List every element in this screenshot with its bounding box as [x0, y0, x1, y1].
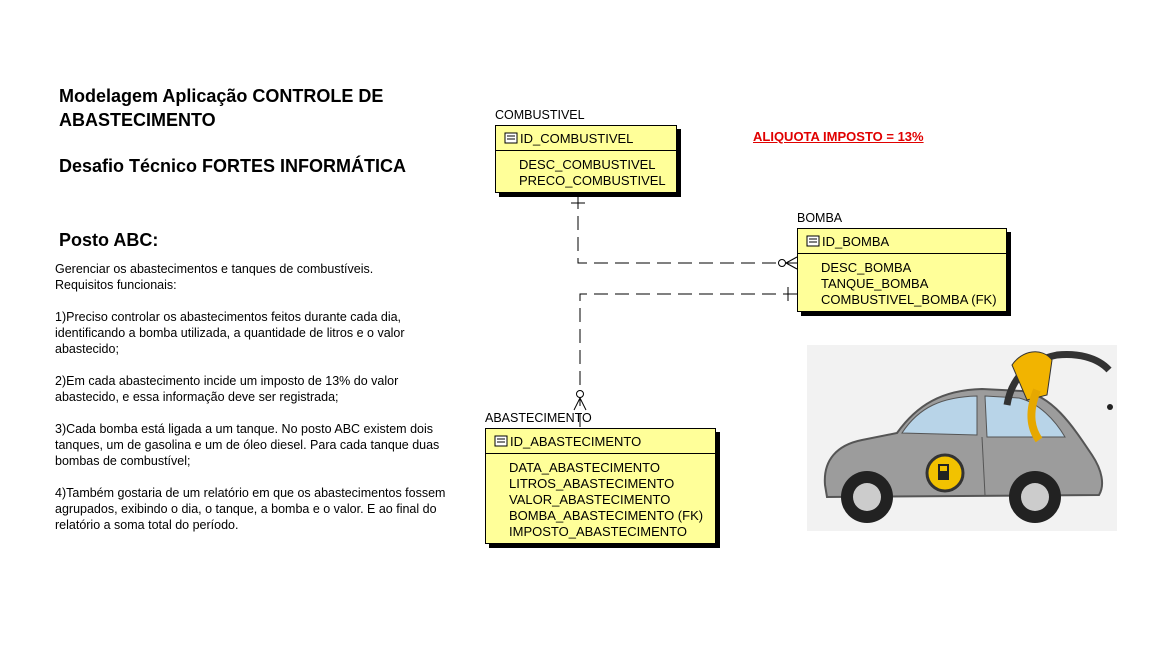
primary-key-icon — [806, 235, 820, 247]
attr-field: TANQUE_BOMBA — [821, 276, 929, 291]
zero-marker — [779, 260, 786, 267]
pk-row — [798, 229, 1006, 254]
pk-field: ID_COMBUSTIVEL — [520, 130, 634, 146]
pk-field: ID_ABASTECIMENTO — [510, 433, 642, 449]
relationship-bomba-abastecimento — [580, 294, 797, 430]
attr-field: LITROS_ABASTECIMENTO — [509, 476, 675, 491]
attr-field: IMPOSTO_ABASTECIMENTO — [509, 524, 687, 539]
attr-field: DATA_ABASTECIMENTO — [509, 460, 660, 475]
entity-abastecimento[interactable] — [485, 428, 716, 544]
requirement-2: 2)Em cada abastecimento incide um imposto de 13% do valor abastecido, e essa informação deve ser registrada; — [55, 374, 399, 404]
attr-field: VALOR_ABASTECIMENTO — [509, 492, 671, 507]
title-line-3: Posto ABC: — [59, 230, 159, 250]
entity-label-bomba: BOMBA — [797, 211, 843, 225]
title-line-2: Desafio Técnico FORTES INFORMÁTICA — [59, 156, 407, 176]
entity-combustivel[interactable] — [495, 125, 677, 193]
tax-rate-note: ALIQUOTA IMPOSTO = 13% — [753, 129, 924, 144]
requirement-4: 4)Também gostaria de um relatório em que os abastecimentos fossem agrupados, exibindo o dia, o tanque, a bomba e o valor. E ao final do relatório a soma total do período. — [55, 486, 446, 532]
attr-field: DESC_COMBUSTIVEL — [519, 157, 656, 172]
attr-field: COMBUSTIVEL_BOMBA (FK) — [821, 292, 997, 307]
requirement-1: 1)Preciso controlar os abastecimentos feitos durante cada dia, identificando a bomba utilizada, a quantidade de litros e o valor abastecido; — [55, 310, 405, 356]
entity-label-abastecimento: ABASTECIMENTO — [485, 411, 592, 425]
requirements-intro-2: Requisitos funcionais: — [55, 278, 177, 292]
requirements-intro-1: Gerenciar os abastecimentos e tanques de combustíveis. — [55, 262, 374, 276]
pk-row — [486, 429, 715, 454]
entity-bomba[interactable] — [797, 228, 1007, 312]
title-line-1: Modelagem Aplicação CONTROLE DE ABASTECIMENTO — [59, 86, 384, 130]
primary-key-icon — [504, 132, 518, 144]
entity-label-combustivel: COMBUSTIVEL — [495, 108, 585, 122]
pk-field: ID_BOMBA — [822, 233, 890, 249]
pk-row — [496, 126, 676, 151]
relationship-combustivel-bomba — [578, 195, 797, 263]
car-fuel-illustration — [807, 345, 1117, 531]
requirement-3: 3)Cada bomba está ligada a um tanque. No posto ABC existem dois tanques, um de gasolina e um de óleo diesel. Para cada tanque duas bombas de combustível; — [55, 422, 440, 468]
attr-field: BOMBA_ABASTECIMENTO (FK) — [509, 508, 704, 523]
attr-field: DESC_BOMBA — [821, 260, 912, 275]
primary-key-icon — [494, 435, 508, 447]
zero-marker-abast — [577, 391, 584, 398]
attr-field: PRECO_COMBUSTIVEL — [519, 173, 666, 188]
